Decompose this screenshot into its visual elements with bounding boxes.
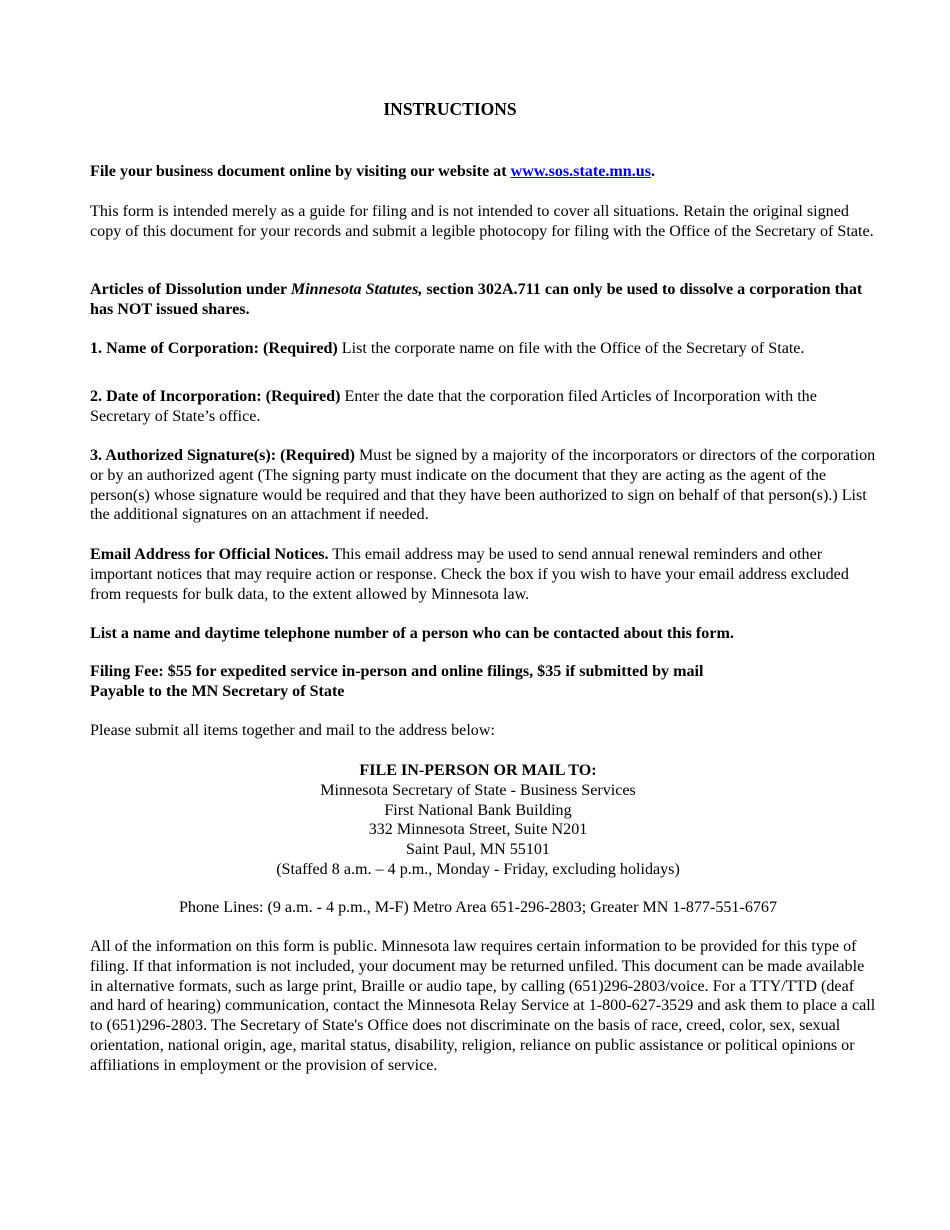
public-information-notice: All of the information on this form is public. Minnesota law requires certain information to be provided for this type of filing. If that information is not included, your document may be returned unfiled. This document can be made available in alternative formats, such as large print, Braille or audio tape, by calling (651)296-2803/voice. For a TTY/TTD (deaf and hard of hearing) communication, contact the Minnesota Relay Service at 1-800-627-3529 and ask them to place a call to (651)296-2803. The Secretary of State's Office does not discriminate on the basis of race, creed, color, sex, sexual orientation, national origin, age, marital status, disability, religion, reliance on public assistance or political opinions or affiliations in employment or the provision of service. [90, 938, 876, 1074]
address-heading: FILE IN-PERSON OR MAIL TO: [359, 762, 597, 779]
email-notice [90, 545, 880, 604]
articles-text-1: Articles of Dissolution under [90, 281, 291, 298]
email-label: Email Address for Official Notices. [90, 546, 329, 563]
item-name-of-corporation [90, 339, 880, 359]
submit-note: Please submit all items together and mail to the address below: [90, 722, 495, 739]
office-hours: (Staffed 8 a.m. – 4 p.m., Monday - Friday, excluding holidays) [276, 860, 680, 878]
online-filing-text: File your business document online by visiting our website at [90, 163, 511, 180]
address-line-1: Minnesota Secretary of State - Business Services [320, 781, 636, 799]
online-filing-note [90, 162, 880, 182]
item1-label: 1. Name of Corporation: (Required) [90, 340, 338, 357]
contact-text: List a name and daytime telephone number of a person who can be contacted about this form. [90, 625, 734, 642]
online-filing-end: . [650, 163, 655, 180]
item1-text: List the corporate name on file with the Office of the Secretary of State. [337, 340, 805, 357]
item-date-of-incorporation [90, 387, 880, 427]
fee-line-2: Payable to the MN Secretary of State [90, 682, 345, 700]
articles-text-2: section 302A.711 can only be used to dissolve a corporation that has NOT issued shares. [90, 281, 863, 318]
item2-text: Enter the date that the corporation filed Articles of Incorporation with the Secretary of State’s office. [90, 388, 817, 425]
page-title: INSTRUCTIONS [383, 99, 517, 119]
intro-paragraph: This form is intended merely as a guide for filing and is not intended to cover all situations. Retain the original signed copy of this document for your records and submit a legible photocopy for filing with the Office of the Secretary of State. [90, 203, 874, 240]
fee-line-1: Filing Fee: $55 for expedited service in-person and online filings, $35 if submitted by mail [90, 663, 704, 680]
item2-label: 2. Date of Incorporation: (Required) [90, 388, 341, 405]
filing-fee [90, 662, 880, 702]
sos-website-link[interactable]: www.sos.state.mn.us [510, 163, 651, 180]
email-text: This email address may be used to send annual renewal reminders and other important notices that may require action or response. Check the box if you wish to have your email address excluded from requests for bulk data, to the extent allowed by Minnesota law. [90, 546, 849, 603]
address-line-4: Saint Paul, MN 55101 [406, 841, 550, 859]
mailing-address [90, 761, 866, 880]
item3-label: 3. Authorized Signature(s): (Required) [90, 447, 355, 464]
phone-lines: Phone Lines: (9 a.m. - 4 p.m., M-F) Metro Area 651-296-2803; Greater MN 1-877-551-6767 [178, 899, 778, 916]
contact-note [90, 624, 880, 644]
address-line-2: First National Bank Building [384, 801, 572, 819]
item3-text: Must be signed by a majority of the incorporators or directors of the corporation or by an authorized agent (The signing party must indicate on the document that they are acting as the agent of the person(s) whose signature would be required and that they have been authorized to sign on behalf of that person(s).) List the additional signatures on an attachment if needed. [90, 447, 876, 524]
item-authorized-signatures [90, 446, 880, 525]
articles-statute: Minnesota Statutes, [290, 281, 423, 298]
articles-note [90, 280, 880, 320]
address-line-3: 332 Minnesota Street, Suite N201 [368, 821, 588, 839]
